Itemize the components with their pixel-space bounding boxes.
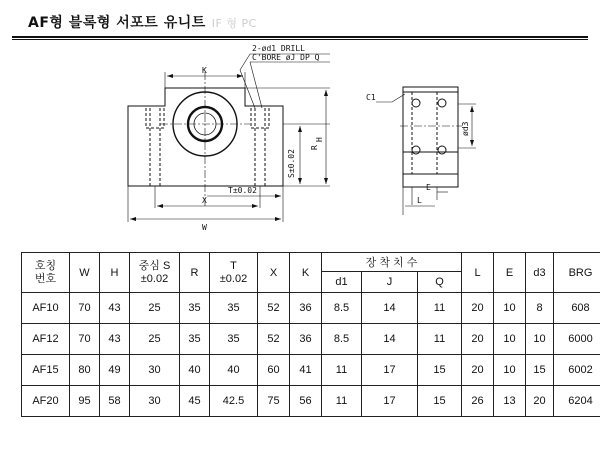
col-header-brg: BRG: [554, 253, 600, 293]
table-cell: 14: [362, 324, 418, 355]
table-cell: 8.5: [322, 293, 362, 324]
table-row: [22, 355, 600, 386]
table-cell: 43: [100, 324, 130, 355]
table-cell: 36: [290, 324, 322, 355]
table-row: [22, 386, 600, 417]
col-header-t: T ±0.02: [210, 253, 258, 293]
table-cell: 35: [180, 324, 210, 355]
table-cell: 36: [290, 293, 322, 324]
dim-w-label: W: [202, 223, 207, 232]
table-cell: 20: [462, 293, 494, 324]
table-cell: 11: [418, 293, 462, 324]
dim-t-label: T±0.02: [228, 186, 257, 195]
col-header-j: J: [362, 272, 418, 293]
table-cell: 14: [362, 293, 418, 324]
table-cell: 11: [418, 324, 462, 355]
table-cell: 17: [362, 386, 418, 417]
table-cell: 15: [418, 355, 462, 386]
side-c1-label: C1: [366, 93, 376, 102]
table-cell: 42.5: [210, 386, 258, 417]
table-body: [22, 293, 600, 417]
table-cell: 10: [494, 355, 526, 386]
table-cell: 17: [362, 355, 418, 386]
dim-h-label: H: [315, 137, 324, 142]
table-cell: AF20: [22, 386, 70, 417]
col-header-s: 중심 S ±0.02: [130, 253, 180, 293]
col-header-mount: 장 착 치 수: [322, 253, 462, 272]
table-cell: 80: [70, 355, 100, 386]
table-cell: 30: [130, 355, 180, 386]
col-header-e: E: [494, 253, 526, 293]
table-header-row: [22, 253, 600, 272]
drill-note: 2-ød1 DRILL: [252, 44, 305, 53]
col-header-l: L: [462, 253, 494, 293]
table-cell: 15: [526, 355, 554, 386]
table-cell: 40: [210, 355, 258, 386]
table-cell: 35: [210, 293, 258, 324]
table-cell: 95: [70, 386, 100, 417]
col-header-x: X: [258, 253, 290, 293]
table-cell: 70: [70, 293, 100, 324]
table-row: [22, 324, 600, 355]
table-cell: 58: [100, 386, 130, 417]
table-cell: AF12: [22, 324, 70, 355]
side-l-label: L: [417, 196, 422, 205]
table-cell: 26: [462, 386, 494, 417]
table-cell: 49: [100, 355, 130, 386]
table-cell: 20: [462, 355, 494, 386]
table-cell: 6000: [554, 324, 600, 355]
table-cell: 10: [494, 293, 526, 324]
table-cell: 60: [258, 355, 290, 386]
table-cell: 608: [554, 293, 600, 324]
table-cell: 35: [180, 293, 210, 324]
table-cell: 15: [418, 386, 462, 417]
table-cell: 8: [526, 293, 554, 324]
table-cell: 30: [130, 386, 180, 417]
table-cell: 25: [130, 324, 180, 355]
table-cell: 11: [322, 355, 362, 386]
table-cell: 11: [322, 386, 362, 417]
col-header-h: H: [100, 253, 130, 293]
table-cell: 10: [526, 324, 554, 355]
table-cell: 35: [210, 324, 258, 355]
col-header-d1: d1: [322, 272, 362, 293]
table-cell: 75: [258, 386, 290, 417]
table-cell: 25: [130, 293, 180, 324]
col-header-q: Q: [418, 272, 462, 293]
table-cell: AF10: [22, 293, 70, 324]
side-e-label: E: [426, 183, 431, 192]
table-cell: 52: [258, 324, 290, 355]
side-d3-label: ød3: [461, 121, 470, 136]
table-cell: 70: [70, 324, 100, 355]
table-cell: 41: [290, 355, 322, 386]
table-cell: 20: [526, 386, 554, 417]
table-cell: 6204: [554, 386, 600, 417]
table-cell: 40: [180, 355, 210, 386]
title-ghost-text: IF 형 PC: [211, 17, 257, 30]
spec-table: [21, 252, 600, 417]
counterbore-note: C'BORE øJ DP Q: [252, 53, 320, 62]
col-header-no: 호칭 번호: [22, 253, 70, 293]
hole-hidden-lines: [146, 108, 269, 186]
front-view-outline: [128, 88, 283, 186]
col-header-d3: d3: [526, 253, 554, 293]
col-header-k: K: [290, 253, 322, 293]
table-cell: 52: [258, 293, 290, 324]
table-cell: 56: [290, 386, 322, 417]
table-row: [22, 293, 600, 324]
col-header-r: R: [180, 253, 210, 293]
dim-s-label: S±0.02: [287, 149, 296, 178]
side-view-outline: [403, 87, 458, 187]
dim-k-label: K: [202, 66, 207, 75]
table-cell: AF15: [22, 355, 70, 386]
col-header-w: W: [70, 253, 100, 293]
table-cell: 43: [100, 293, 130, 324]
title-text: AF형 블록형 서포트 유니트: [28, 15, 206, 31]
table-cell: 20: [462, 324, 494, 355]
table-cell: 13: [494, 386, 526, 417]
table-cell: 8.5: [322, 324, 362, 355]
table-cell: 45: [180, 386, 210, 417]
table-cell: 6002: [554, 355, 600, 386]
table-cell: 10: [494, 324, 526, 355]
dim-x-label: X: [202, 196, 207, 205]
dim-r-label: R: [310, 145, 319, 150]
